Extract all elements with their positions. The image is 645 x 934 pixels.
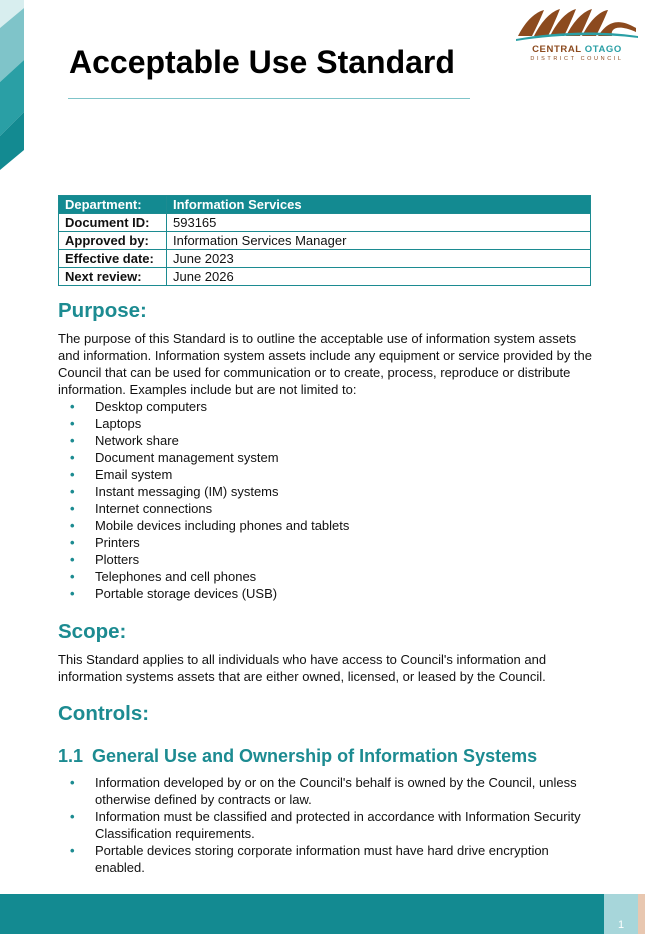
list-item: • Information developed by or on the Council's behalf is owned by the Council, unless otherwise defined by contracts or law. xyxy=(58,774,598,808)
controls-section xyxy=(58,701,598,876)
list-item: • Internet connections xyxy=(58,500,598,517)
table-key: Department: xyxy=(59,196,167,214)
logo-wordmark-part2: OTAGO xyxy=(584,44,622,55)
list-item: • Plotters xyxy=(58,551,598,568)
list-item: • Email system xyxy=(58,466,598,483)
table-value: 593165 xyxy=(167,214,591,232)
purpose-heading: Purpose: xyxy=(58,299,147,322)
list-item: • Information must be classified and protected in accordance with Information Security Classification requirements. xyxy=(58,808,598,842)
table-row xyxy=(59,250,591,268)
list-item: • Network share xyxy=(58,432,598,449)
subsection-title: General Use and Ownership of Information Systems xyxy=(92,746,538,766)
scope-heading: Scope: xyxy=(58,620,127,643)
controls-list xyxy=(58,774,598,876)
list-item: • Document management system xyxy=(58,449,598,466)
page-number-box xyxy=(604,894,638,934)
list-item: • Telephones and cell phones xyxy=(58,568,598,585)
table-key: Effective date: xyxy=(59,250,167,268)
purpose-section xyxy=(58,298,598,602)
table-value: Information Services Manager xyxy=(167,232,591,250)
table-row xyxy=(59,196,591,214)
table-row xyxy=(59,268,591,286)
table-key: Next review: xyxy=(59,268,167,286)
list-item: • Portable storage devices (USB) xyxy=(58,585,598,602)
page-footer xyxy=(0,894,645,934)
list-item: • Mobile devices including phones and tablets xyxy=(58,517,598,534)
table-value: June 2023 xyxy=(167,250,591,268)
purpose-list xyxy=(58,398,598,602)
table-value: Information Services xyxy=(167,196,591,214)
corner-decoration xyxy=(0,0,24,170)
subsection-heading xyxy=(58,744,598,768)
list-item: • Desktop computers xyxy=(58,398,598,415)
page-number: 1 xyxy=(617,919,625,931)
purpose-paragraph: The purpose of this Standard is to outline the acceptable use of information system assets and information. Information system assets include any equipment or service provided by the Council that can be used for communication or to create, process, reproduce or distribute information. Examples include but are not limited to: xyxy=(58,331,592,397)
document-body xyxy=(58,298,598,876)
footer-edge xyxy=(638,894,645,934)
list-item: • Printers xyxy=(58,534,598,551)
document-title: Acceptable Use Standard xyxy=(69,44,455,80)
document-info-table xyxy=(58,195,591,286)
logo-subtitle: DISTRICT COUNCIL xyxy=(530,56,624,62)
logo-wordmark xyxy=(514,44,640,55)
table-key: Approved by: xyxy=(59,232,167,250)
subsection-number: 1.1 xyxy=(58,746,84,766)
mountain-logo-icon xyxy=(514,6,640,42)
table-value: June 2026 xyxy=(167,268,591,286)
footer-bar xyxy=(0,894,604,934)
council-logo xyxy=(514,6,640,62)
list-item: • Instant messaging (IM) systems xyxy=(58,483,598,500)
table-row xyxy=(59,232,591,250)
scope-paragraph: This Standard applies to all individuals who have access to Council's information and information systems assets that are either owned, licensed, or leased by the Council. xyxy=(58,652,547,684)
scope-section xyxy=(58,619,598,685)
table-row xyxy=(59,214,591,232)
controls-heading: Controls: xyxy=(58,702,150,725)
title-divider xyxy=(68,98,470,99)
list-item: • Portable devices storing corporate information must have hard drive encryption enabled. xyxy=(58,842,598,876)
list-item: • Laptops xyxy=(58,415,598,432)
table-key: Document ID: xyxy=(59,214,167,232)
logo-wordmark-part1: CENTRAL xyxy=(532,44,582,55)
